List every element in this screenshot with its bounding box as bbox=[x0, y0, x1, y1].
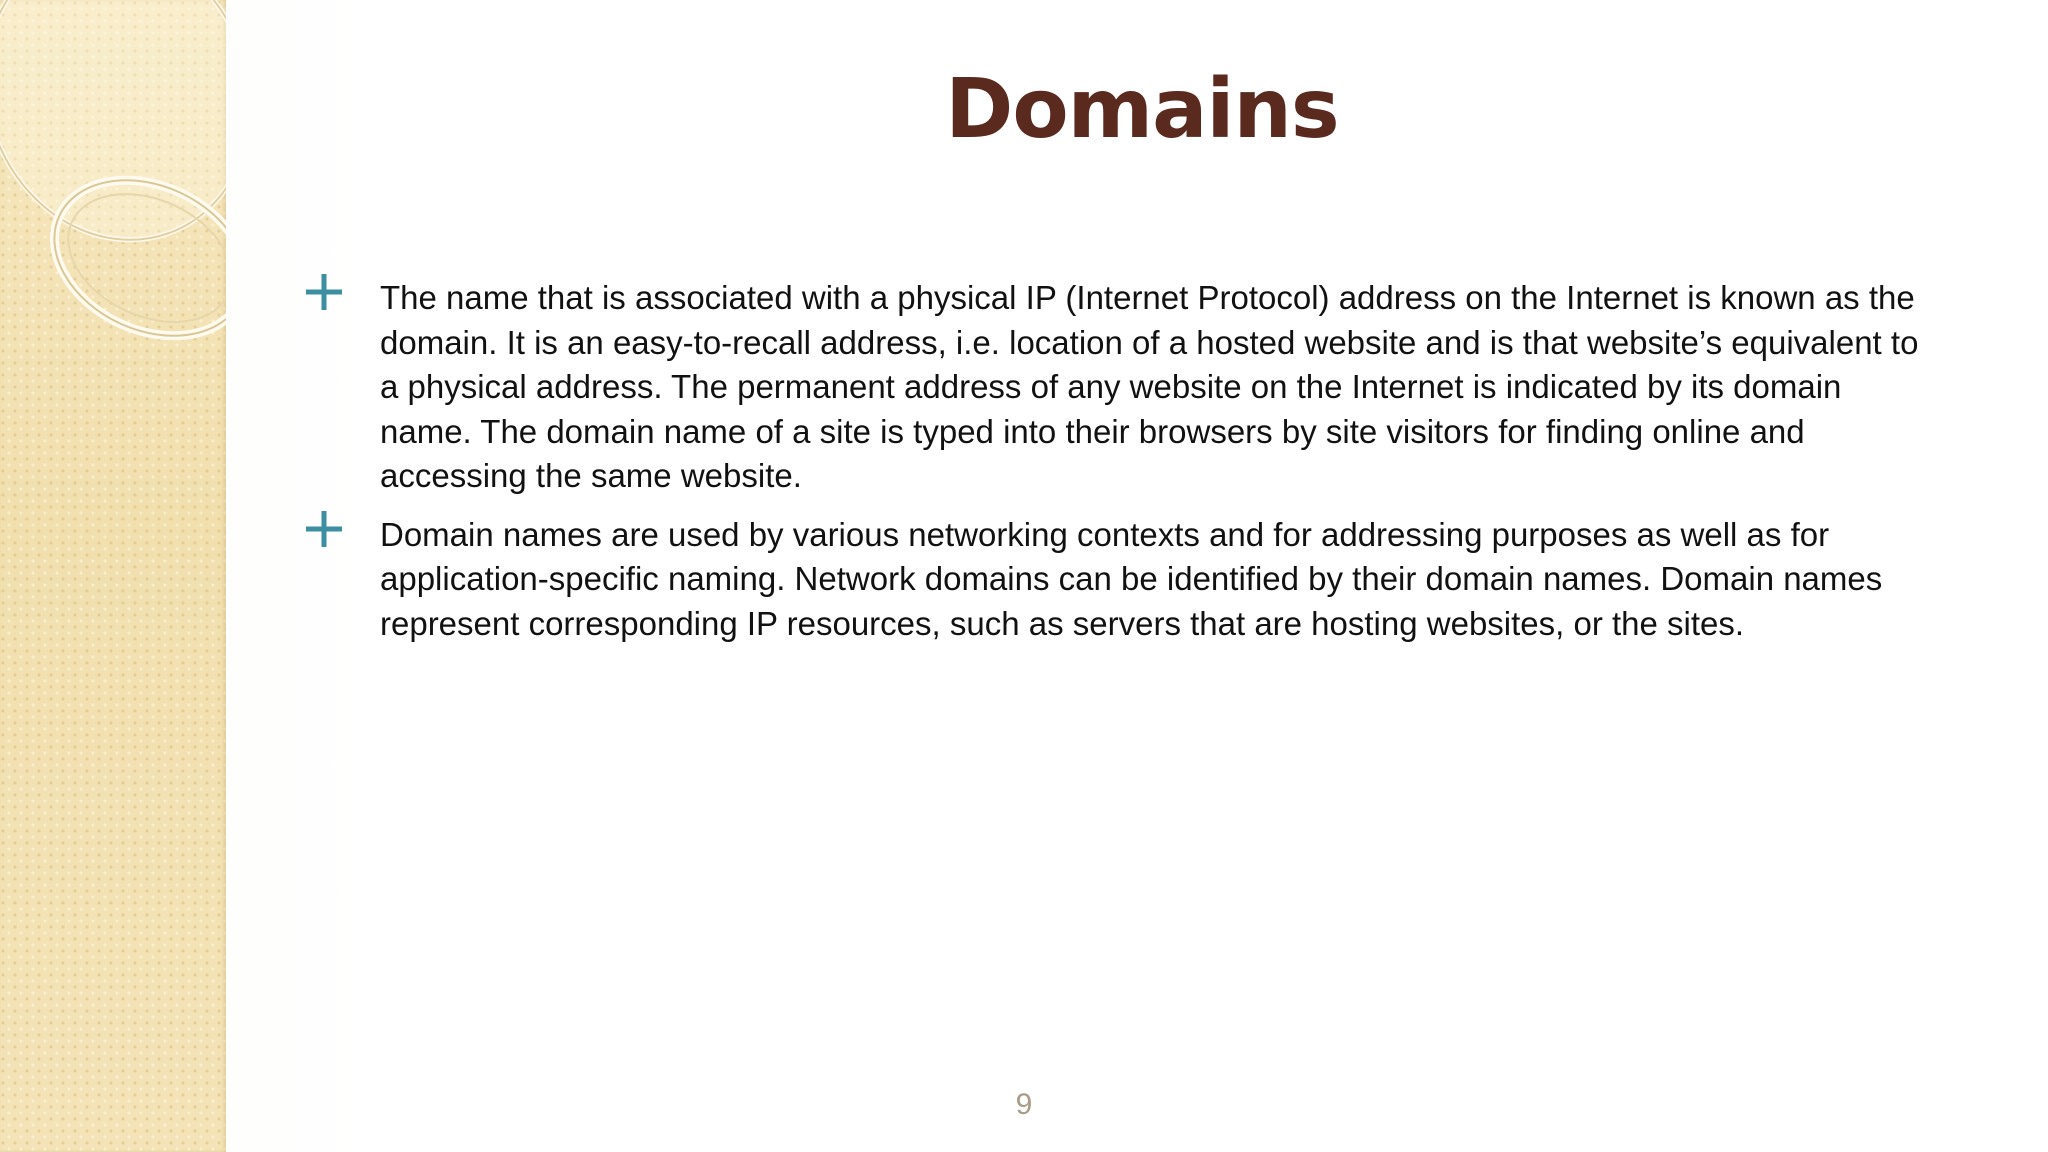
bullet-item bbox=[300, 276, 1930, 499]
bullet-item bbox=[300, 513, 1930, 647]
page-number: 9 bbox=[1015, 1088, 1033, 1121]
bullet-text: The name that is associated with a physical IP (Internet Protocol) address on the Internet is known as the domain. It is an easy-to-recall address, i.e. location of a hosted website and is that website’s equivalent to a physical address. The permanent address of any website on the Internet is indicated by its domain name. The domain name of a site is typed into their browsers by site visitors for finding online and accessing the same website. bbox=[380, 279, 1919, 494]
decorative-side-panel bbox=[0, 0, 226, 1152]
slide-title: Domains bbox=[945, 62, 1339, 157]
bullet-list bbox=[300, 276, 1930, 660]
bullet-text: Domain names are used by various networking contexts and for addressing purposes as well as for application-specific naming. Network domains can be identified by their domain names. Domain names represent corresponding IP resources, such as servers that are hosting websites, or the sites. bbox=[380, 515, 1883, 642]
plus-icon bbox=[304, 509, 344, 549]
plus-icon bbox=[304, 272, 344, 312]
decorative-rings-graphic bbox=[0, 0, 226, 400]
